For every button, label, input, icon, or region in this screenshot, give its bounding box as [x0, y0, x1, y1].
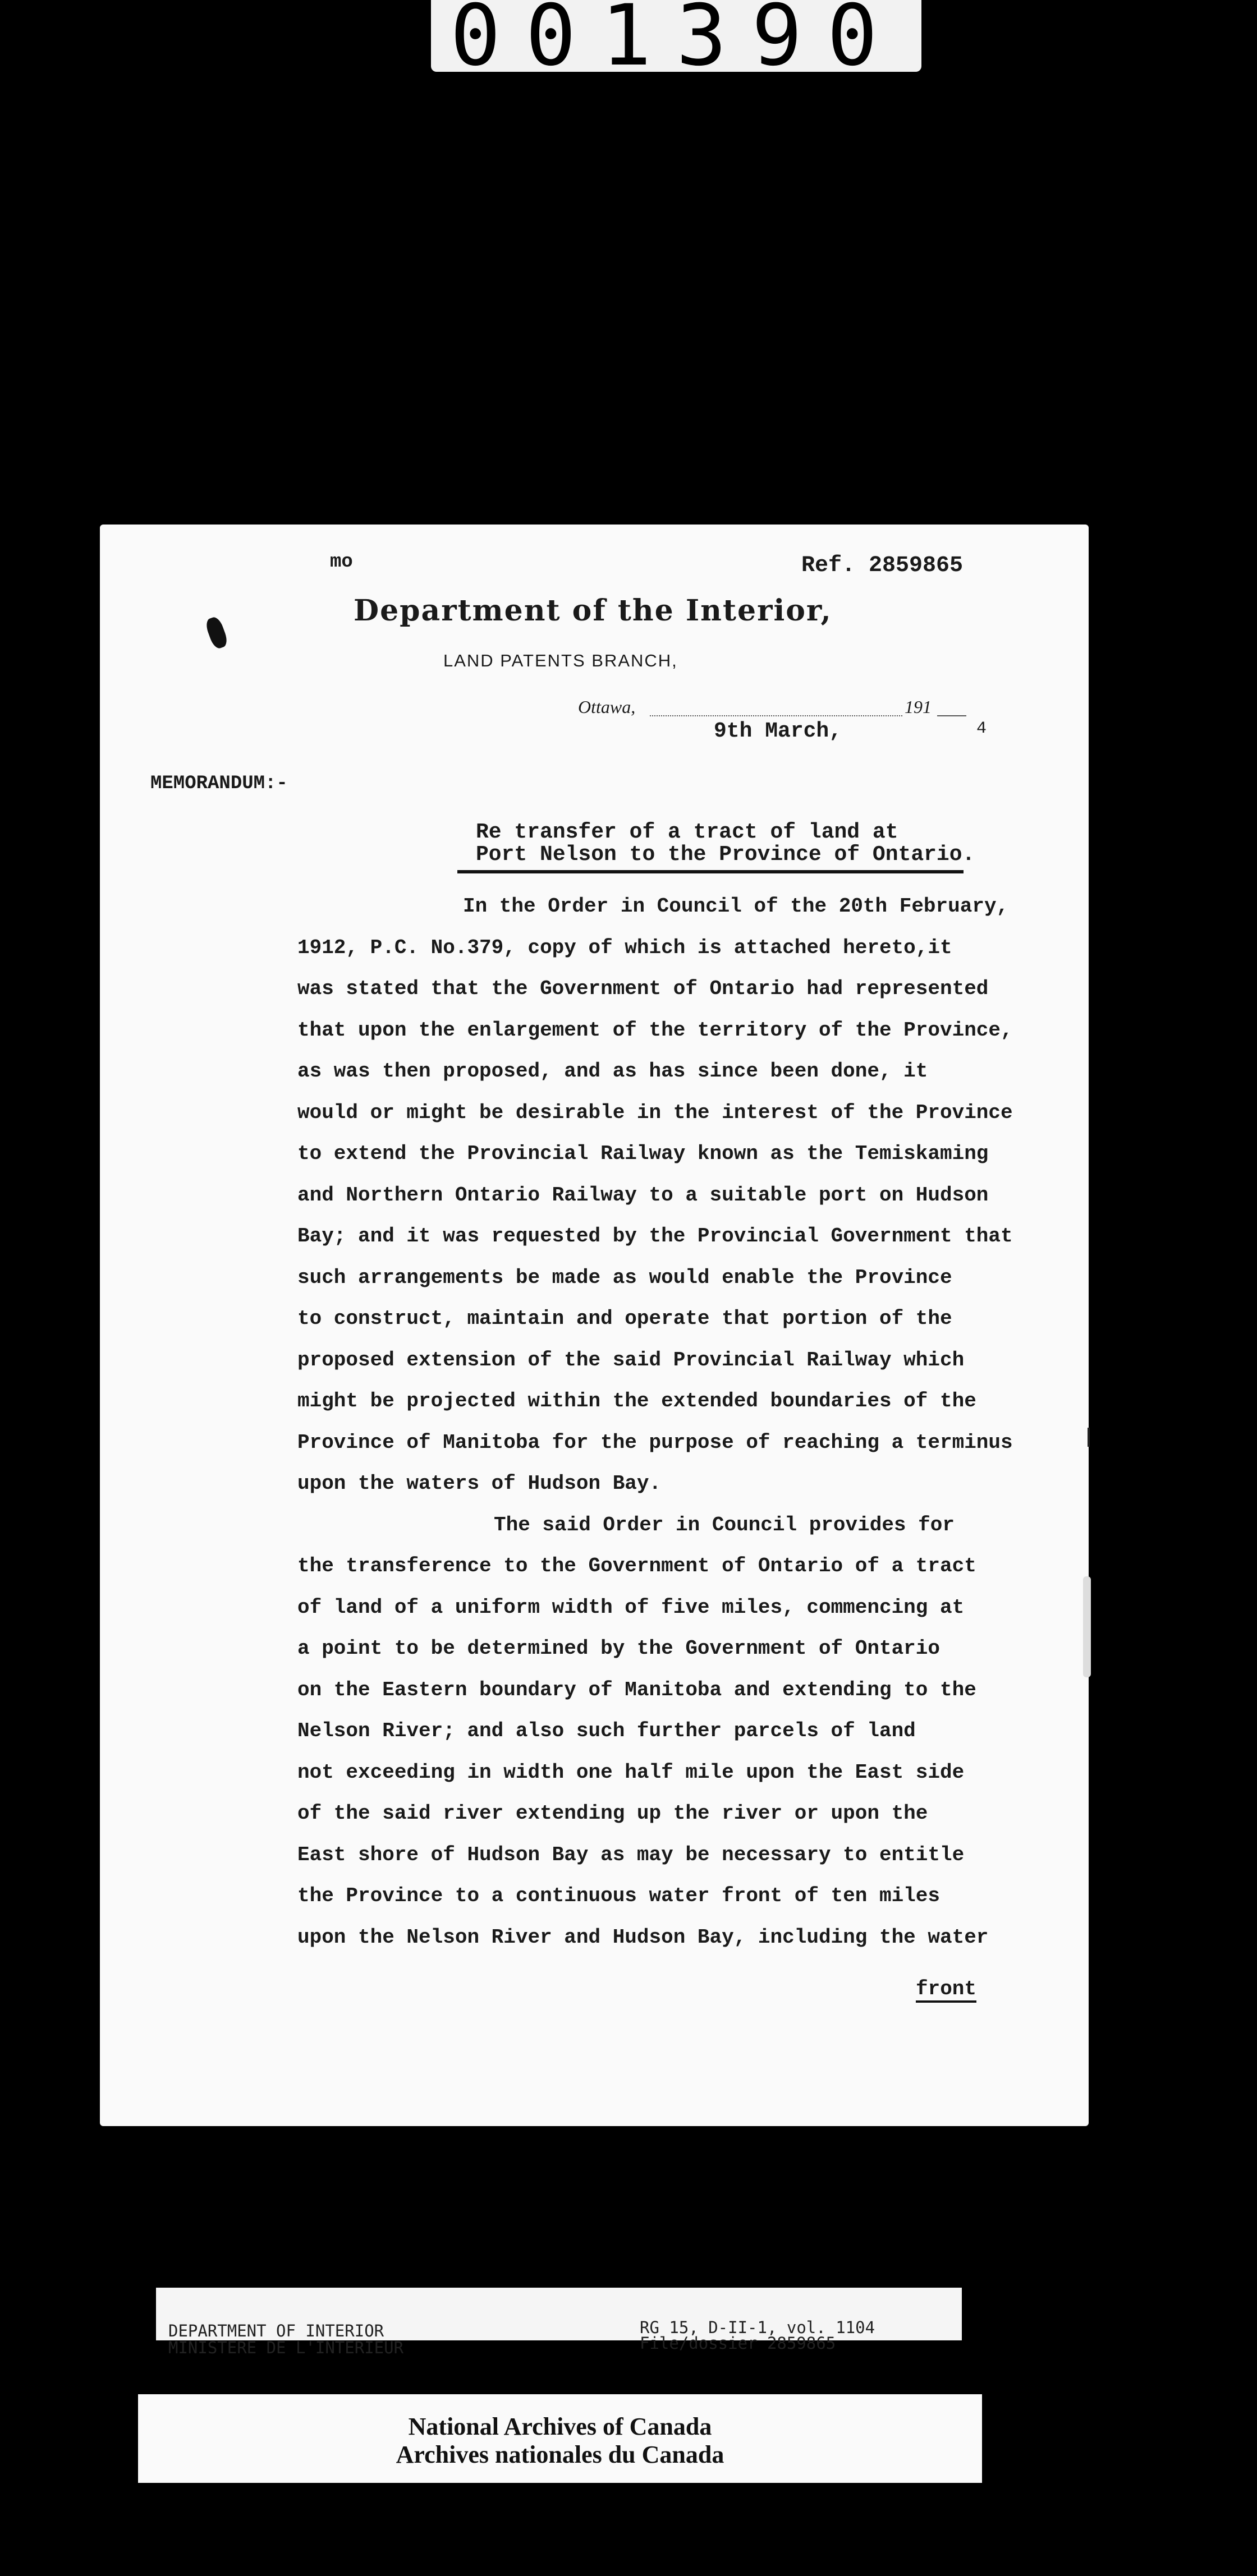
- body-line: Bay; and it was requested by the Provincial Government that: [297, 1225, 1013, 1248]
- catchword-text: front: [916, 1977, 976, 2003]
- body-line: upon the waters of Hudson Bay.: [297, 1472, 662, 1495]
- body-line: such arrangements be made as would enable the Province: [297, 1266, 952, 1289]
- typist-initials: mo: [330, 551, 353, 573]
- branch-name: LAND PATENTS BRANCH,: [443, 651, 678, 670]
- body-line: the Province to a continuous water front of ten miles: [297, 1884, 940, 1907]
- body-line: to construct, maintain and operate that portion of the: [297, 1307, 952, 1330]
- body-line: 1912, P.C. No.379, copy of which is attached hereto,it: [297, 936, 952, 959]
- memo-date: 9th March,: [714, 719, 842, 743]
- body-line: the transference to the Government of Ontario of a tract: [297, 1554, 976, 1577]
- body-line: on the Eastern boundary of Manitoba and extending to the: [297, 1678, 976, 1701]
- year-suffix: 4: [976, 719, 987, 738]
- body-line: Nelson River; and also such further parcels of land: [297, 1719, 916, 1742]
- body-line: The said Order in Council provides for: [494, 1514, 955, 1537]
- body-line: of land of a uniform width of five miles, commencing at: [297, 1596, 965, 1619]
- year-printed: 191: [905, 697, 932, 717]
- body-line: was stated that the Government of Ontario had represented: [297, 977, 989, 1000]
- page-edge: [1083, 1576, 1091, 1677]
- file-dossier: File/dossier 2859865: [640, 2334, 836, 2353]
- body-line: of the said river extending up the river or upon the: [297, 1802, 928, 1825]
- body-line: that upon the enlargement of the territory of the Province,: [297, 1019, 1013, 1042]
- subject-line-2: Port Nelson to the Province of Ontario.: [476, 843, 975, 867]
- department-fr: MINISTERE DE L'INTERIEUR: [168, 2338, 404, 2357]
- department-en: DEPARTMENT OF INTERIOR: [168, 2321, 384, 2340]
- body-line: a point to be determined by the Government of Ontario: [297, 1637, 940, 1660]
- body-line: In the Order in Council of the 20th February,: [463, 895, 1009, 918]
- body-line: and Northern Ontario Railway to a suitable port on Hudson: [297, 1184, 989, 1207]
- margin-mark: [1088, 1428, 1090, 1447]
- archives-name-fr: Archives nationales du Canada: [396, 2441, 724, 2468]
- file-reference: Ref. 2859865: [801, 553, 964, 578]
- body-line: would or might be desirable in the interest of the Province: [297, 1101, 1013, 1124]
- memo-heading: MEMORANDUM:-: [150, 773, 288, 794]
- place-printed: Ottawa,: [578, 697, 636, 717]
- frame-number-label: 001390: [431, 0, 921, 72]
- subject-line-1: Re transfer of a tract of land at: [476, 820, 898, 844]
- archival-reference: RG 15, D-II-1, vol. 1104: [640, 2318, 875, 2337]
- body-line: upon the Nelson River and Hudson Bay, including the water: [297, 1926, 989, 1949]
- body-line: as was then proposed, and as has since been done, it: [297, 1060, 928, 1083]
- body-line: not exceeding in width one half mile upon the East side: [297, 1761, 965, 1784]
- body-line: East shore of Hudson Bay as may be necessary to entitle: [297, 1843, 965, 1866]
- archives-text: [138, 0, 982, 2576]
- body-line: might be projected within the extended boundaries of the: [297, 1390, 976, 1413]
- letterhead-title: Department of the Interior,: [354, 594, 832, 628]
- body-line: proposed extension of the said Provincial Railway which: [297, 1349, 965, 1372]
- body-line: Province of Manitoba for the purpose of reaching a terminus: [297, 1431, 1013, 1454]
- archives-name-en: National Archives of Canada: [408, 2413, 712, 2440]
- body-line: to extend the Provincial Railway known as the Temiskaming: [297, 1142, 989, 1165]
